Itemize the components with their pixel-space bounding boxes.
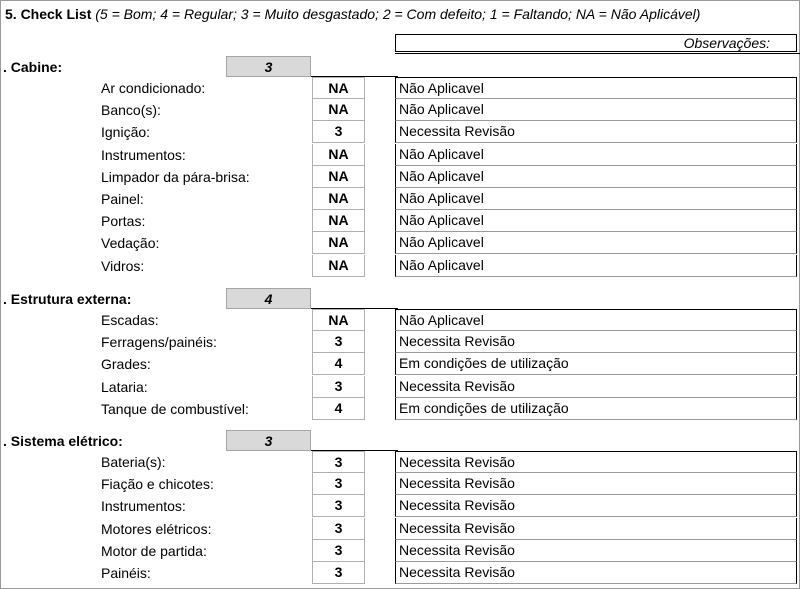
section-score: 3 — [226, 430, 311, 451]
item-score-cell[interactable]: NA — [312, 144, 365, 166]
item-score-cell[interactable]: 3 — [312, 540, 365, 562]
checklist-row — [0, 309, 800, 331]
checklist-row — [0, 232, 800, 254]
item-label: Lataria: — [101, 378, 148, 395]
item-observation-cell[interactable]: Necessita Revisão — [395, 331, 797, 353]
item-score-cell[interactable]: 3 — [312, 121, 365, 143]
item-observation-cell[interactable]: Necessita Revisão — [395, 121, 797, 143]
checklist-row — [0, 77, 800, 99]
item-label: Bateria(s): — [101, 454, 166, 470]
item-observation-cell[interactable]: Não Aplicavel — [395, 144, 797, 166]
checklist-row — [0, 473, 800, 495]
item-label: Ferragens/painéis: — [101, 334, 217, 351]
item-observation-cell[interactable]: Não Aplicavel — [395, 77, 797, 99]
item-score-cell[interactable]: 3 — [312, 495, 365, 517]
item-score-cell[interactable]: NA — [312, 309, 365, 331]
checklist-legend: (5 = Bom; 4 = Regular; 3 = Muito desgastado; 2 = Com defeito; 1 = Faltando; NA = Não Aplicável) — [95, 6, 701, 22]
item-observation-cell[interactable]: Necessita Revisão — [395, 473, 797, 495]
section-title: . Cabine: — [3, 59, 63, 75]
item-score-cell[interactable]: 4 — [312, 353, 365, 375]
item-label: Instrumentos: — [101, 498, 186, 515]
item-label: Vedação: — [101, 235, 160, 252]
item-label: Grades: — [101, 356, 151, 373]
item-label: Vidros: — [101, 257, 145, 274]
item-observation-cell[interactable]: Em condições de utilização — [395, 353, 797, 375]
item-observation-cell[interactable]: Não Aplicavel — [395, 255, 797, 277]
item-observation-cell[interactable]: Não Aplicavel — [395, 210, 797, 232]
item-observation-cell[interactable]: Necessita Revisão — [395, 376, 797, 398]
checklist-row — [0, 331, 800, 353]
section-score: 3 — [226, 56, 311, 77]
checklist-row — [0, 398, 800, 420]
item-label: Painéis: — [101, 565, 151, 581]
section-title: . Estrutura externa: — [3, 291, 132, 307]
item-score-cell[interactable]: NA — [312, 77, 365, 99]
item-observation-cell[interactable]: Necessita Revisão — [395, 451, 797, 473]
item-label: Tanque de combustível: — [101, 400, 249, 417]
item-score-cell[interactable]: 3 — [312, 376, 365, 398]
item-score-cell[interactable]: NA — [312, 188, 365, 210]
item-score-cell[interactable]: NA — [312, 99, 365, 121]
checklist-row — [0, 518, 800, 540]
item-score-cell[interactable]: 3 — [312, 451, 365, 473]
item-score-cell[interactable]: 3 — [312, 331, 365, 353]
item-score-cell[interactable]: 3 — [312, 473, 365, 495]
checklist-row — [0, 376, 800, 398]
checklist-row — [0, 540, 800, 562]
item-score-cell[interactable]: 4 — [312, 398, 365, 420]
checklist-row — [0, 144, 800, 166]
checklist-row — [0, 210, 800, 232]
item-observation-cell[interactable]: Não Aplicavel — [395, 188, 797, 210]
item-observation-cell[interactable]: Necessita Revisão — [395, 562, 797, 584]
item-label: Escadas: — [101, 312, 159, 328]
item-label: Motores elétricos: — [101, 520, 212, 537]
observations-rule — [395, 53, 800, 54]
item-label: Banco(s): — [101, 102, 161, 119]
checklist-row — [0, 451, 800, 473]
item-observation-cell[interactable]: Necessita Revisão — [395, 518, 797, 540]
item-score-cell[interactable]: 3 — [312, 518, 365, 540]
item-label: Ar condicionado: — [101, 80, 206, 96]
item-observation-cell[interactable]: Não Aplicavel — [395, 99, 797, 121]
item-label: Fiação e chicotes: — [101, 476, 214, 493]
checklist-row — [0, 99, 800, 121]
item-observation-cell[interactable]: Necessita Revisão — [395, 540, 797, 562]
checklist-title: 5. Check List — [5, 6, 92, 22]
observations-header: Observações: — [395, 34, 797, 52]
item-observation-cell[interactable]: Não Aplicavel — [395, 166, 797, 188]
checklist-row — [0, 495, 800, 517]
item-score-cell[interactable]: NA — [312, 255, 365, 277]
item-observation-cell[interactable]: Não Aplicavel — [395, 309, 797, 331]
item-score-cell[interactable]: NA — [312, 232, 365, 254]
item-label: Instrumentos: — [101, 146, 186, 163]
item-label: Motor de partida: — [101, 542, 207, 559]
item-observation-cell[interactable]: Necessita Revisão — [395, 495, 797, 517]
section-title: . Sistema elétrico: — [3, 433, 123, 449]
item-score-cell[interactable]: NA — [312, 166, 365, 188]
checklist-row — [0, 353, 800, 375]
checklist-row — [0, 255, 800, 277]
item-label: Limpador da pára-brisa: — [101, 168, 250, 185]
item-label: Ignição: — [101, 124, 151, 141]
section-score: 4 — [226, 288, 311, 309]
item-observation-cell[interactable]: Não Aplicavel — [395, 232, 797, 254]
checklist-row — [0, 188, 800, 210]
item-label: Painel: — [101, 191, 144, 207]
checklist-row — [0, 166, 800, 188]
item-observation-cell[interactable]: Em condições de utilização — [395, 398, 797, 420]
item-score-cell[interactable]: 3 — [312, 562, 365, 584]
checklist-row — [0, 121, 800, 143]
item-score-cell[interactable]: NA — [312, 210, 365, 232]
item-label: Portas: — [101, 213, 146, 230]
checklist-row — [0, 562, 800, 584]
checklist-header — [5, 6, 700, 22]
